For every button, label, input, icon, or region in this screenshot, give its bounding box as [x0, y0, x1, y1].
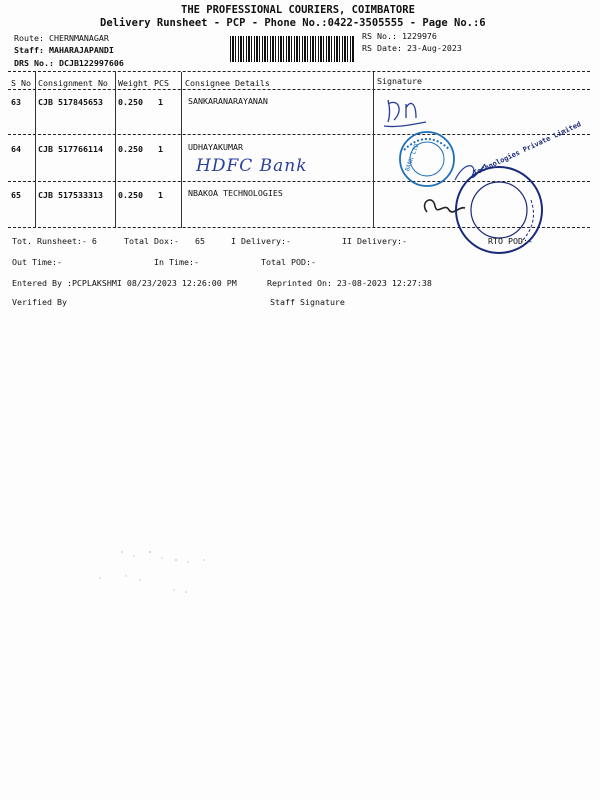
col-header-signature: Signature	[377, 76, 422, 86]
verified-by: Verified By	[12, 297, 67, 307]
total-pod: Total POD:-	[261, 257, 316, 267]
bank-stamp-text: BANK LTD	[404, 142, 421, 173]
reprinted-on: Reprinted On: 23-08-2023 12:27:38	[267, 278, 432, 288]
cell-pcs: 1	[158, 97, 163, 107]
cell-weight: 0.250	[118, 144, 143, 154]
route-label: Route: CHERNMANAGAR	[14, 33, 109, 43]
col-divider	[115, 72, 116, 228]
company-stamp-text: Technologies Private Limited	[472, 120, 583, 178]
col-header-consignee: Consignee Details	[185, 78, 270, 88]
entered-by: Entered By :PCPLAKSHMI 08/23/2023 12:26:00 PM	[12, 278, 237, 288]
col-header-sno: S No	[11, 78, 31, 88]
cell-consignment: CJB 517845653	[38, 97, 103, 107]
barcode	[230, 36, 354, 62]
in-time: In Time:-	[154, 257, 199, 267]
cell-sno: 63	[11, 97, 21, 107]
col-divider	[35, 72, 36, 228]
total-dox-label: Total Dox:-	[124, 236, 179, 246]
row-rule	[8, 134, 590, 135]
col-divider	[373, 72, 374, 228]
cell-pcs: 1	[158, 190, 163, 200]
cell-consignment: CJB 517533313	[38, 190, 103, 200]
ii-delivery: II Delivery:-	[342, 236, 407, 246]
out-time: Out Time:-	[12, 257, 62, 267]
page-title: THE PROFESSIONAL COURIERS, COIMBATORE	[181, 4, 415, 16]
table-top-rule	[8, 71, 590, 72]
header-bottom-rule	[8, 89, 590, 90]
cell-sno: 64	[11, 144, 21, 154]
rs-number: RS No.: 1229976	[362, 31, 437, 41]
scan-specks	[90, 540, 220, 600]
cell-consignee: NBAKOA TECHNOLOGIES	[188, 188, 283, 198]
staff-signature: Staff Signature	[270, 297, 345, 307]
handwritten-note: HDFC Bank	[196, 156, 308, 176]
signature-row1	[380, 94, 430, 130]
cell-consignee: SANKARANARAYANAN	[188, 96, 268, 106]
cell-weight: 0.250	[118, 190, 143, 200]
staff-label: Staff: MAHARAJAPANDI	[14, 45, 114, 55]
tot-runsheet: Tot. Runsheet:- 6	[12, 236, 97, 246]
total-dox-value: 65	[195, 236, 205, 246]
cell-weight: 0.250	[118, 97, 143, 107]
cell-consignee: UDHAYAKUMAR	[188, 142, 243, 152]
cell-pcs: 1	[158, 144, 163, 154]
col-header-weight: Weight	[118, 78, 148, 88]
rto-pod: RTO POD:-	[488, 236, 533, 246]
col-header-consignment: Consignment No	[38, 78, 108, 88]
i-delivery: I Delivery:-	[231, 236, 291, 246]
cell-sno: 65	[11, 190, 21, 200]
cell-consignment: CJB 517766114	[38, 144, 103, 154]
drs-label: DRS No.: DCJB122997606	[14, 58, 124, 68]
col-header-pcs: PCS	[154, 78, 169, 88]
rs-date: RS Date: 23-Aug-2023	[362, 43, 462, 53]
runsheet-subtitle: Delivery Runsheet - PCP - Phone No.:0422-3505555 - Page No.:6	[100, 17, 486, 29]
col-divider	[181, 72, 182, 228]
